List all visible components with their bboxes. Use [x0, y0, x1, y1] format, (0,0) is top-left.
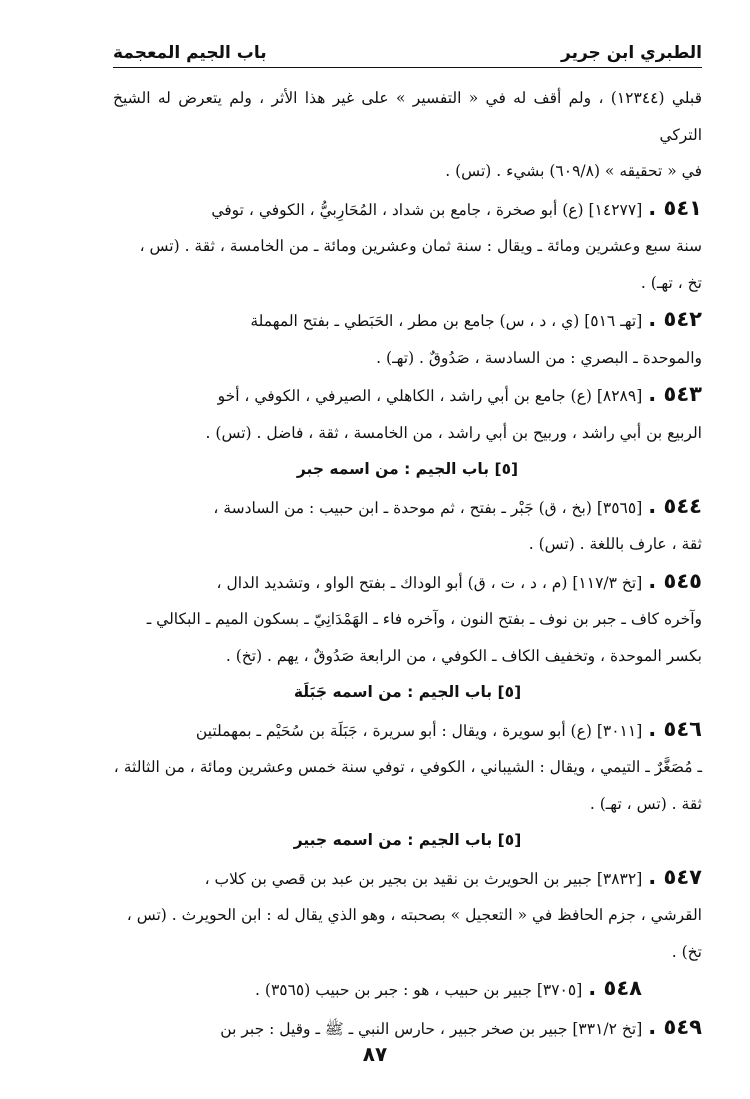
section-heading-jabala: [٥] باب الجيم : من اسمه جَبَلَة — [293, 683, 522, 701]
entry-546 — [113, 711, 702, 750]
entry-text: [تخ ٣٣١/٢] جبير بن صخر جبير ، حارس النبي ـ ﷺ ـ وقيل : جبر بن — [220, 1019, 643, 1038]
entry-number: ٥٤٨ . — [588, 976, 642, 1000]
entry-number: ٥٤١ . — [648, 195, 702, 220]
text-line: ثقة ، عارف باللغة . (تس) . — [528, 535, 702, 553]
header-chapter: باب الجيم المعجمة — [113, 43, 267, 63]
section-heading-jubayr: [٥] باب الجيم : من اسمه جبير — [293, 831, 522, 849]
entry-547 — [113, 859, 702, 898]
entry-number: ٥٤٤ . — [648, 493, 702, 518]
entry-542 — [113, 301, 702, 340]
entry-text: [٨٢٨٩] (ع) جامع بن أبي راشد ، الكاهلي ، الصيرفي ، الكوفي ، أخو — [217, 387, 643, 405]
text-line: سنة سبع وعشرين ومائة ـ ويقال : سنة ثمان وعشرين ومائة ـ من الخامسة ، ثقة . (تس ، — [139, 237, 702, 255]
text-line: تخ) . — [671, 942, 702, 961]
text-line: وآخره كاف ـ جبر بن نوف ـ بفتح النون ، وآخره فاء ـ الهَمْدَانِيّ ـ بسكون الميم ـ البكالي ـ — [146, 610, 702, 628]
entry-text: [٣٥٦٥] (بخ ، ق) جَبْر ـ بفتح ، ثم موحدة ـ ابن حبيب : من السادسة ، — [213, 498, 643, 517]
text-line: والموحدة ـ البصري : من السادسة ، صَدُوقٌ . (تهـ) . — [376, 348, 702, 367]
text-line: ـ مُصَغَّرٌ ـ التيمي ، ويقال : الشيباني ، الكوفي ، توفي سنة خمس وعشرين ومائة ، من الثالثة ، — [113, 758, 702, 776]
entry-number: ٥٤٦ . — [648, 716, 702, 741]
text-line: قبلي (١٢٣٤٤) ، ولم أقف له في « التفسير » على غير هذا الأثر ، ولم يتعرض له الشيخ التركي — [113, 89, 702, 144]
entry-text: [تخ ١١٧/٣] (م ، د ، ت ، ق) أبو الوداك ـ بفتح الواو ، وتشديد الدال ، — [216, 573, 643, 592]
text-line: تخ ، تهـ) . — [640, 273, 702, 292]
entry-number: ٥٤٣ . — [648, 382, 702, 406]
entry-548 — [113, 970, 702, 1009]
entry-text: [٣٠١١] (ع) أبو سويرة ، ويقال : أبو سريرة ، جَبَلَة بن سُحَيْم ـ بمهملتين — [195, 721, 643, 740]
text-line: في « تحقيقه » (٦٠٩/٨) بشيء . (تس) . — [445, 162, 702, 180]
section-heading-jabr: [٥] باب الجيم : من اسمه جبر — [296, 460, 519, 478]
entry-543 — [113, 376, 702, 415]
entry-number: ٥٤٢ . — [648, 307, 702, 331]
text-line: ثقة . (تس ، تهـ) . — [589, 794, 702, 813]
header-author: الطبري ابن جرير — [561, 43, 702, 63]
page-body — [113, 80, 702, 1047]
entry-text: [٣٧٠٥] جبير بن حبيب ، هو : جبر بن حبيب (٣٥٦٥) . — [255, 981, 583, 999]
entry-text: [١٤٢٧٧] (ع) أبو صخرة ، جامع بن شداد ، المُحَارِبيُّ ، الكوفي ، توفي — [211, 200, 643, 219]
text-line: القرشي ، جزم الحافظ في « التعجيل » بصحبته ، وهو الذي يقال له : ابن الحويرث . (تس ، — [126, 906, 702, 924]
entry-number: ٥٤٥ . — [648, 568, 702, 593]
entry-544 — [113, 488, 702, 527]
entry-541 — [113, 190, 702, 229]
entry-text: [تهـ ٥١٦] (ي ، د ، س) جامع بن مطر ، الحَبَطي ـ بفتح المهملة — [250, 312, 643, 330]
entry-545 — [113, 563, 702, 602]
running-header — [113, 36, 702, 68]
entry-number: ٥٤٧ . — [648, 864, 702, 889]
text-line: الربيع بن أبي راشد ، وربيح بن أبي راشد ، من الخامسة ، ثقة ، فاضل . (تس) . — [205, 423, 702, 442]
page-number: ٨٧ — [362, 1042, 388, 1066]
text-line: بكسر الموحدة ، وتخفيف الكاف ـ الكوفي ، من الرابعة صَدُوقٌ ، يهم . (تخ) . — [225, 646, 702, 665]
entry-text: [٣٨٣٢] جبير بن الحويرث بن نقيد بن بجير بن عبد بن قصي بن كلاب ، — [204, 869, 643, 888]
entry-number: ٥٤٩ . — [648, 1014, 702, 1039]
